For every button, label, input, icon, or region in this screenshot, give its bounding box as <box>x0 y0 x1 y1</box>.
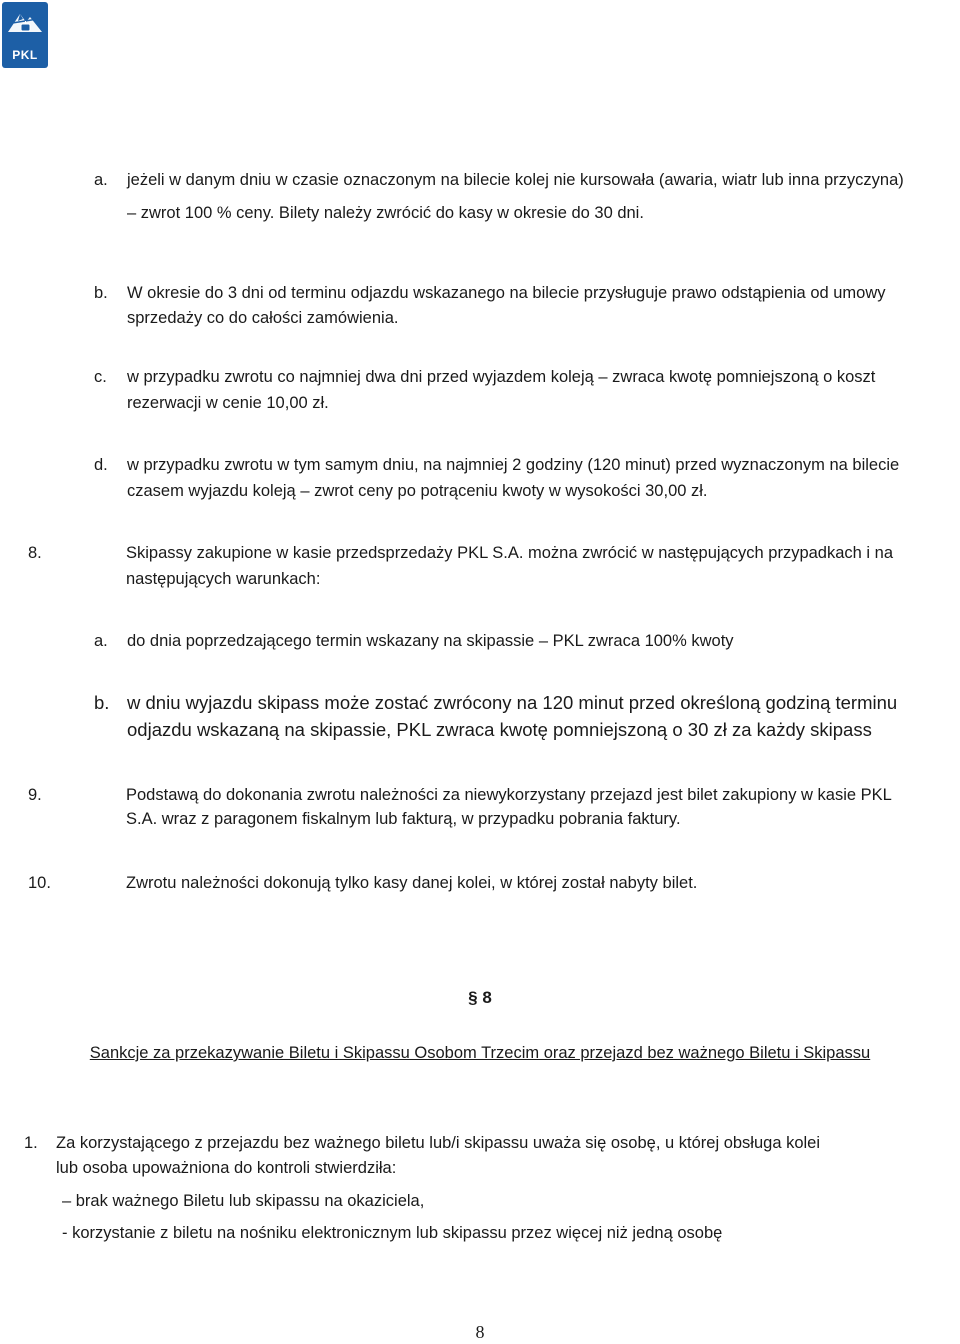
item-d-label: d. <box>94 456 108 474</box>
section-item-1-line-2: lub osoba upoważniona do kontroli stwierdziła: <box>56 1159 397 1177</box>
item-c-label: c. <box>94 368 107 386</box>
item-a-label: a. <box>94 171 108 189</box>
item-a-line-1: jeżeli w danym dniu w czasie oznaczonym na bilecie kolej nie kursowała (awaria, wiatr lub inna przyczyna) <box>127 171 904 189</box>
point-8-sub-b-label: b. <box>94 692 110 713</box>
point-8-sub-b-line-1: w dniu wyjazdu skipass może zostać zwrócony na 120 minut przed określoną godziną terminu <box>127 692 898 713</box>
point-9-line-2: S.A. wraz z paragonem fiskalnym lub fakturą, w przypadku pobrania faktury. <box>126 810 681 828</box>
item-b-line-2: sprzedaży co do całości zamówienia. <box>127 309 399 327</box>
section-item-1-bullet-1: – brak ważnego Biletu lub skipassu na okaziciela, <box>62 1192 425 1210</box>
point-8-sub-b-line-2: odjazdu wskazaną na skipassie, PKL zwraca kwotę pomniejszoną o 30 zł za każdy skipass <box>127 719 872 740</box>
section-title: Sankcje za przekazywanie Biletu i Skipassu Osobom Trzecim oraz przejazd bez ważnego Biletu i Skipassu <box>89 1044 871 1062</box>
point-9-label: 9. <box>28 786 42 804</box>
item-b-label: b. <box>94 284 108 302</box>
item-a-line-2: – zwrot 100 % ceny. Bilety należy zwrócić do kasy w okresie do 30 dni. <box>127 204 644 222</box>
section-item-1-label: 1. <box>24 1134 38 1152</box>
item-c-line-2: rezerwacji w cenie 10,00 zł. <box>127 394 329 412</box>
item-c-line-1: w przypadku zwrotu co najmniej dwa dni przed wyjazdem koleją – zwraca kwotę pomniejszoną o koszt <box>127 368 876 386</box>
point-8-line-2: następujących warunkach: <box>126 570 321 588</box>
section-item-1-line-1: Za korzystającego z przejazdu bez ważnego biletu lub/i skipassu uważa się osobę, u której obsługa kolei <box>56 1134 821 1152</box>
point-8-sub-a-label: a. <box>94 632 108 650</box>
section-item-1-bullet-2: - korzystanie z biletu na nośniku elektronicznym lub skipassu przez więcej niż jedną osobę <box>62 1224 723 1242</box>
section-mark: § 8 <box>468 988 492 1007</box>
point-10-line-1: Zwrotu należności dokonują tylko kasy danej kolei, w której został nabyty bilet. <box>126 874 698 892</box>
point-9-line-1: Podstawą do dokonania zwrotu należności za niewykorzystany przejazd jest bilet zakupiony w kasie PKL <box>126 786 892 804</box>
item-b-line-1: W okresie do 3 dni od terminu odjazdu wskazanego na bilecie przysługuje prawo odstąpienia od umowy <box>127 284 886 302</box>
pkl-logo <box>2 2 48 68</box>
point-8-line-1: Skipassy zakupione w kasie przedsprzedaży PKL S.A. można zwrócić w następujących przypadkach i na <box>126 544 894 562</box>
point-8-label: 8. <box>28 544 42 562</box>
item-d-line-1: w przypadku zwrotu w tym samym dniu, na najmniej 2 godziny (120 minut) przed wyznaczonym na bilecie <box>127 456 900 474</box>
page-number: 8 <box>475 1322 485 1342</box>
point-10-label: 10. <box>28 874 51 892</box>
item-d-line-2: czasem wyjazdu koleją – zwrot ceny po potrąceniu kwoty w wysokości 30,00 zł. <box>127 482 708 500</box>
logo-text: PKL <box>12 48 38 62</box>
point-8-sub-a-line: do dnia poprzedzającego termin wskazany na skipassie – PKL zwraca 100% kwoty <box>127 632 734 650</box>
mountain-gondola-icon <box>2 2 48 48</box>
